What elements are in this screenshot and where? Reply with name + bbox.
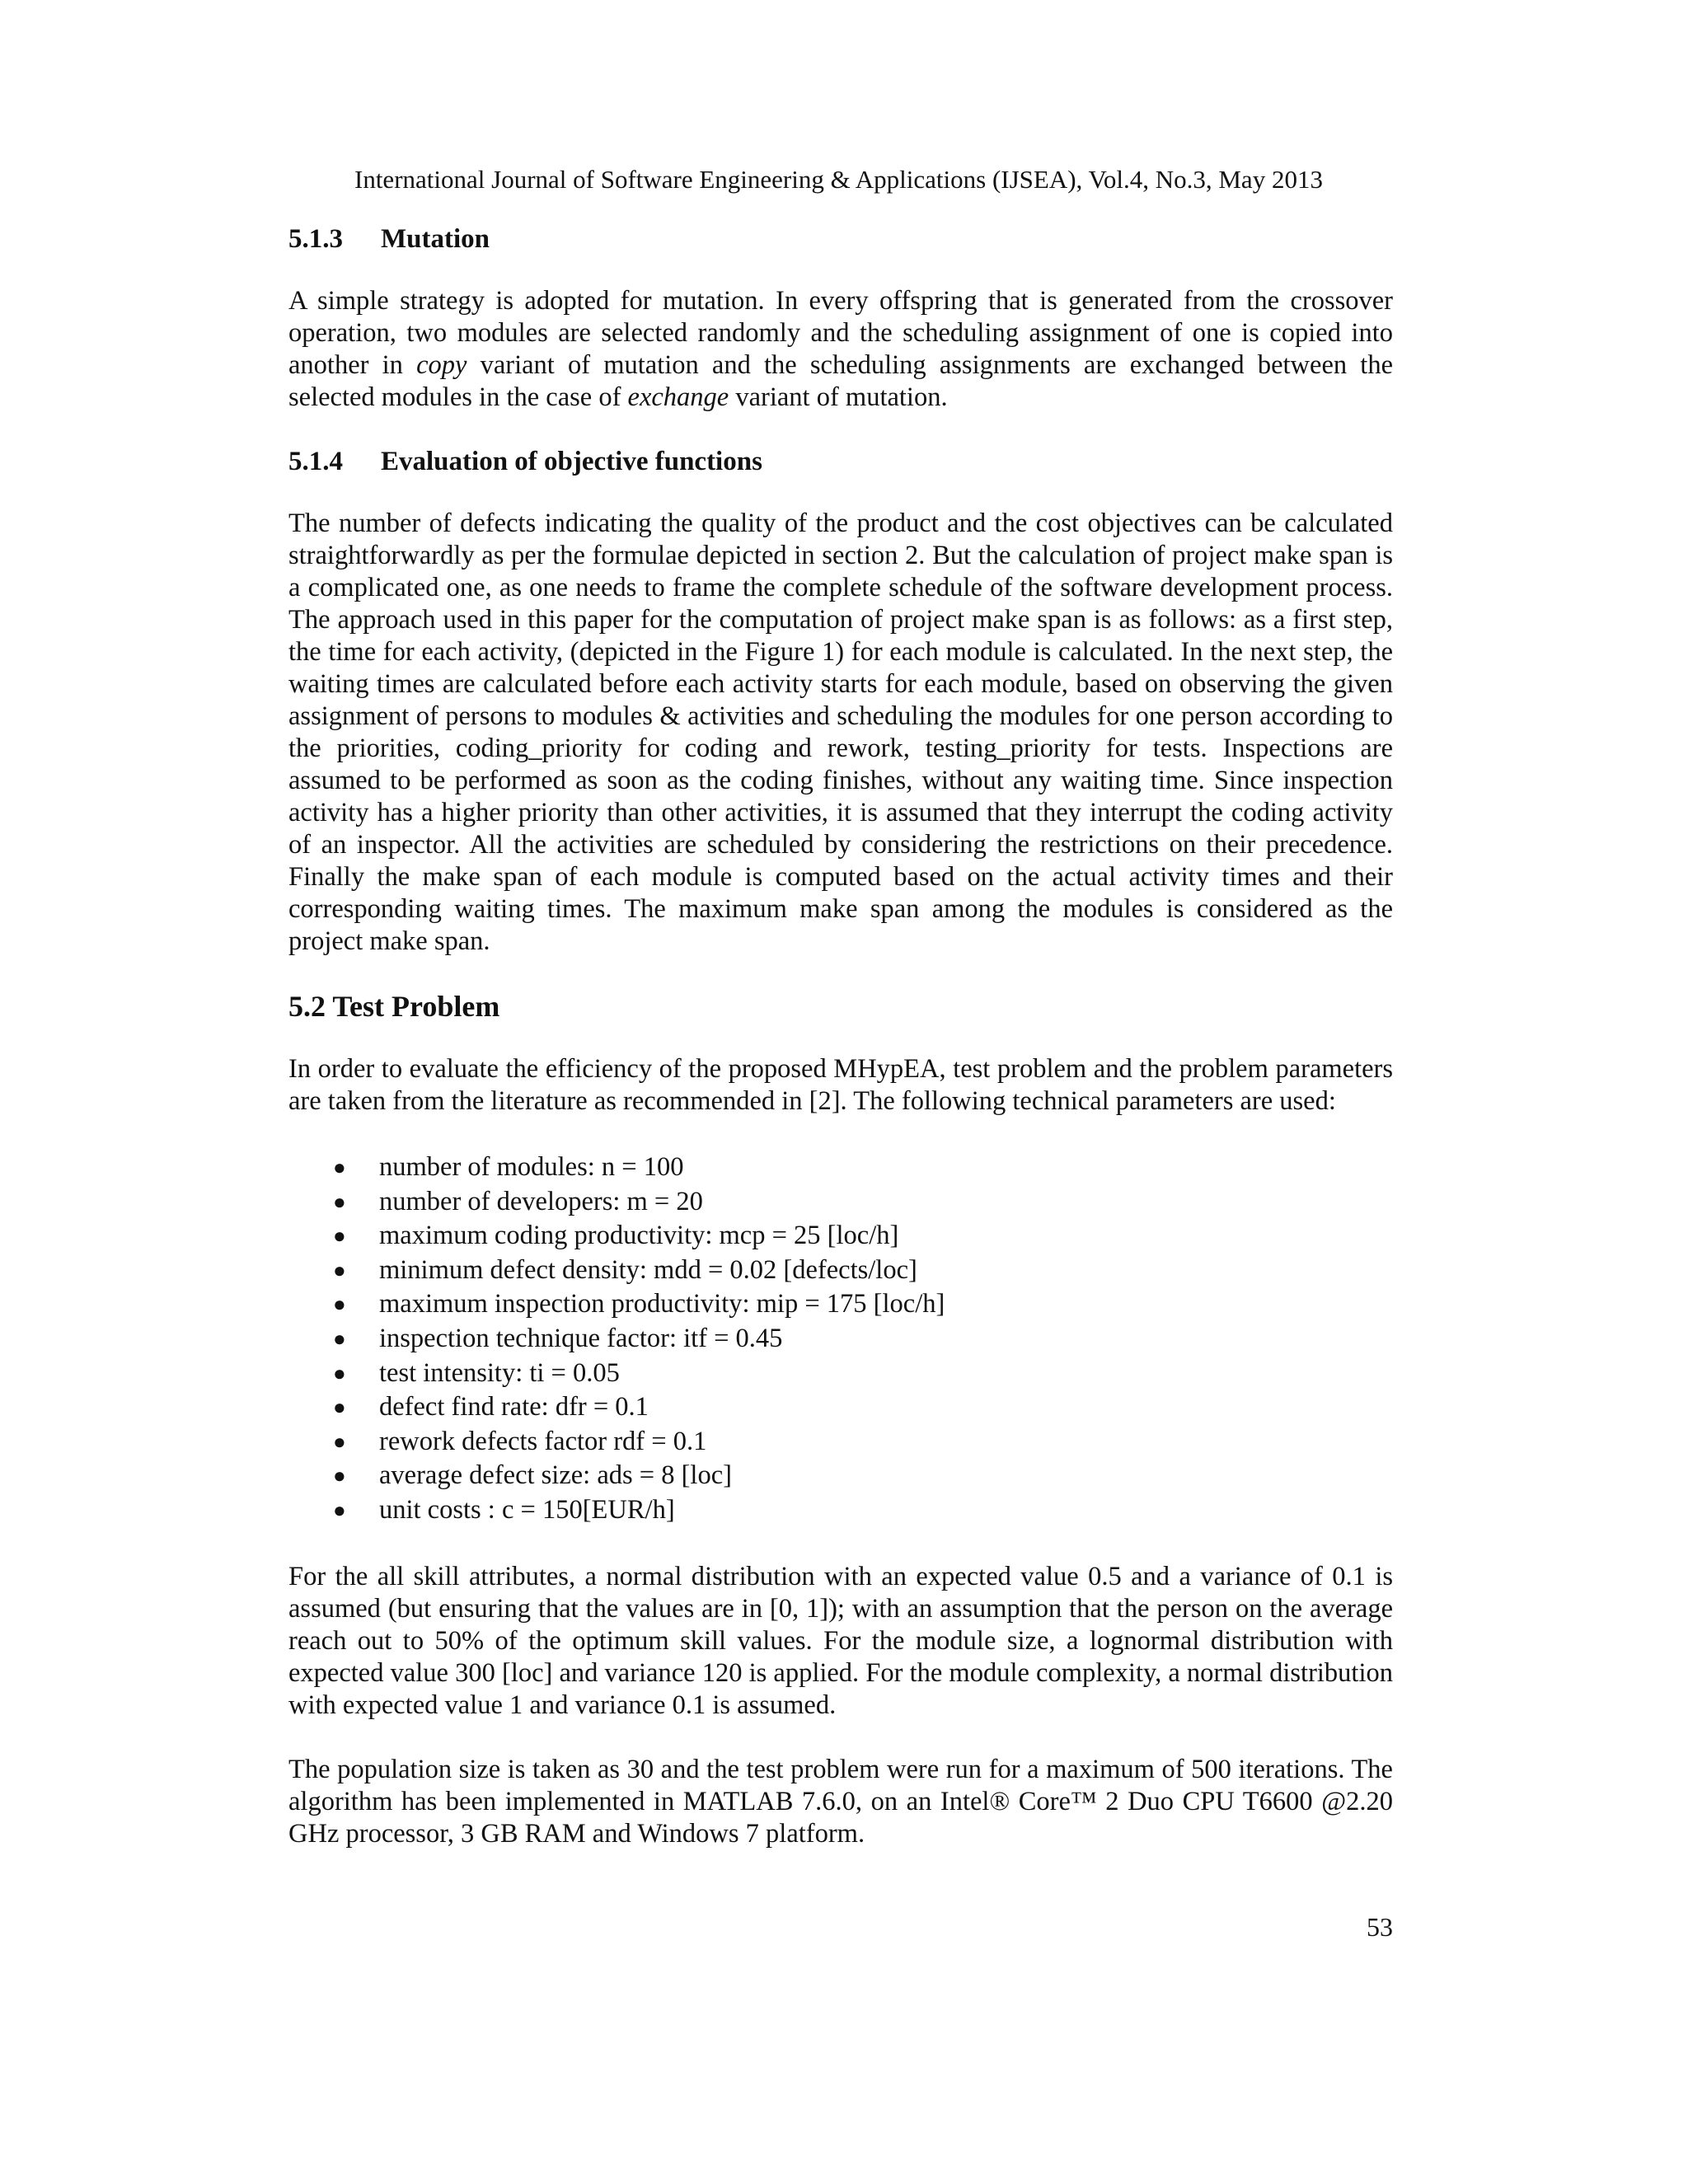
heading-test-problem: 5.2 Test Problem [288,990,500,1023]
bullet-icon: ● [333,1429,346,1454]
list-item [288,1254,1393,1288]
mutation-emphasis-copy: copy [416,350,467,380]
heading-mutation [288,221,1393,257]
population-paragraph: The population size is taken as 30 and the test problem were run for a maximum of 500 iterations. The algorithm has been implemented in MATLAB 7.6.0, on an Intel® Core™ 2 Duo CPU T6600 @2.20 GHz processor, 3 GB RAM and Windows 7 platform. [288,1754,1393,1849]
list-item [288,1390,1393,1425]
mutation-text-3: variant of mutation. [729,382,948,412]
list-item [288,1322,1393,1357]
parameter-text: number of developers: m = 20 [379,1186,703,1216]
parameter-text: test intensity: ti = 0.05 [379,1357,620,1388]
parameter-text: maximum coding productivity: mcp = 25 [loc/h] [379,1221,899,1251]
bullet-icon: ● [333,1258,346,1282]
list-item [288,1357,1393,1391]
list-item [288,1287,1393,1322]
skills-paragraph: For the all skill attributes, a normal distribution with an expected value 0.5 and a variance of 0.1 is assumed (but ensuring that the values are in [0, 1]); with an assumption that the person on the average reach out to 50% of the optimum skill values. For the module size, a lognormal distribution with expected value 300 [loc] and variance 120 is applied. For the module complexity, a normal distribution with expected value 1 and variance 0.1 is assumed. [288,1561,1393,1720]
list-item [288,1185,1393,1220]
heading-evaluation-title: Evaluation of objective functions [381,447,762,476]
mutation-text-2: variant of mutation and the scheduling assignments are exchanged between the selected modules in the case of [288,350,1393,412]
list-item [288,1219,1393,1254]
parameter-text: average defect size: ads = 8 [loc] [379,1460,732,1491]
parameter-list [288,1151,1393,1528]
parameter-text: defect find rate: dfr = 0.1 [379,1392,649,1422]
list-item [288,1459,1393,1493]
parameter-text: maximum inspection productivity: mip = 175 [loc/h] [379,1289,945,1319]
bullet-icon: ● [333,1395,346,1420]
heading-evaluation [288,443,1393,480]
test-problem-intro: In order to evaluate the efficiency of the proposed MHypEA, test problem and the problem parameters are taken from the literature as recommended in [2]. The following technical parameters are used: [288,1054,1393,1116]
list-item [288,1425,1393,1460]
running-header: International Journal of Software Engineering & Applications (IJSEA), Vol.4, No.3, May 2013 [354,165,1323,194]
page-content [288,221,1393,1850]
bullet-icon: ● [333,1155,346,1179]
bullet-icon: ● [333,1189,346,1214]
parameter-text: number of modules: n = 100 [379,1152,684,1182]
mutation-paragraph [288,285,1393,414]
page-number: 53 [1367,1912,1393,1942]
bullet-icon: ● [333,1497,346,1522]
bullet-icon: ● [333,1224,346,1249]
bullet-icon: ● [333,1361,346,1385]
mutation-text-1: A simple strategy is adopted for mutation. In every offspring that is generated from the crossover operation, two modules are selected randomly and the scheduling assignment of one is copied into another in [288,286,1393,380]
parameter-text: rework defects factor rdf = 0.1 [379,1426,707,1456]
evaluation-paragraph: The number of defects indicating the quality of the product and the cost objectives can be calculated straightforwardly as per the formulae depicted in section 2. But the calculation of project make span is a complicated one, as one needs to frame the complete schedule of the software development process. The approach used in this paper for the computation of project make span is as follows: as a first step, the time for each activity, (depicted in the Figure 1) for each module is calculated. In the next step, the waiting times are calculated before each activity starts for each module, based on observing the given assignment of persons to modules & activities and scheduling the modules for one person according to the priorities, coding_priority for coding and rework, testing_priority for tests. Inspections are assumed to be performed as soon as the coding finishes, without any waiting time. Since inspection activity has a higher priority than other activities, it is assumed that they interrupt the coding activity of an inspector. All the activities are scheduled by considering the restrictions on their precedence. Finally the make span of each module is computed based on the actual activity times and their corresponding waiting times. The maximum make span among the modules is considered as the project make span. [288,509,1393,956]
mutation-emphasis-exchange: exchange [627,382,729,412]
parameter-text: inspection technique factor: itf = 0.45 [379,1323,783,1353]
heading-mutation-number: 5.1.3 [288,224,343,254]
heading-evaluation-number: 5.1.4 [288,447,343,476]
bullet-icon: ● [333,1464,346,1488]
bullet-icon: ● [333,1292,346,1317]
list-item [288,1493,1393,1528]
heading-mutation-title: Mutation [381,224,490,254]
parameter-text: unit costs : c = 150[EUR/h] [379,1494,675,1525]
list-item [288,1151,1393,1185]
bullet-icon: ● [333,1326,346,1351]
parameter-text: minimum defect density: mdd = 0.02 [defects/loc] [379,1254,917,1285]
